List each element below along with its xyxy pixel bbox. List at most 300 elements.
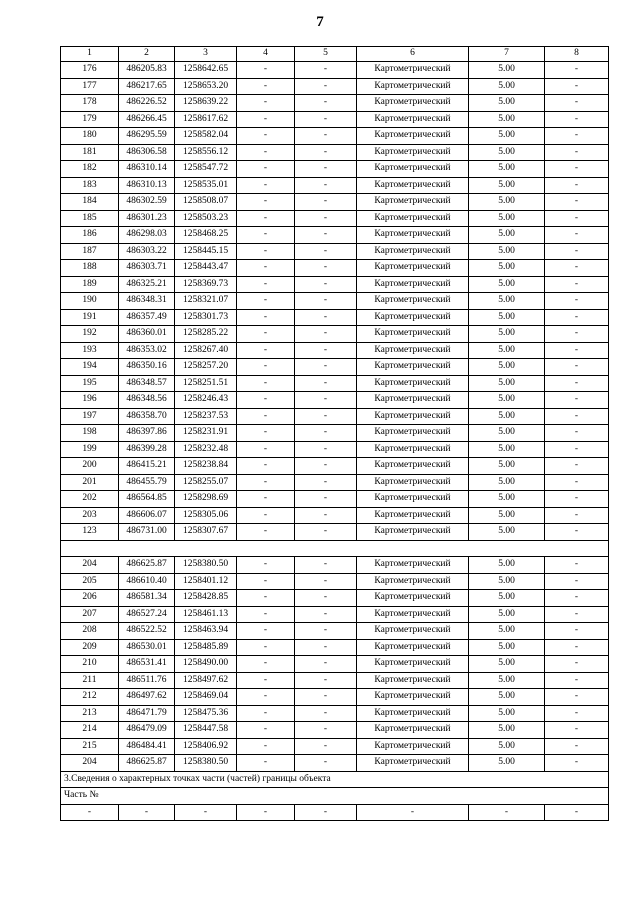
table-cell: 1258285.22 — [175, 326, 237, 343]
table-cell: 178 — [61, 95, 119, 112]
table-cell: 200 — [61, 458, 119, 475]
table-row — [61, 359, 609, 376]
table-cell: 1258447.58 — [175, 722, 237, 739]
table-cell: 184 — [61, 194, 119, 211]
table-cell: - — [237, 194, 295, 211]
table-cell: - — [237, 474, 295, 491]
table-row — [61, 111, 609, 128]
table-cell: Картометрический — [357, 111, 469, 128]
table-cell: 1258547.72 — [175, 161, 237, 178]
table-cell: 177 — [61, 78, 119, 95]
table-cell: 486303.71 — [119, 260, 175, 277]
table-cell: 201 — [61, 474, 119, 491]
table-cell: 5.00 — [469, 95, 545, 112]
table-cell: 5.00 — [469, 260, 545, 277]
table-cell: 486348.56 — [119, 392, 175, 409]
part-label: Часть № — [61, 788, 609, 805]
table-cell: - — [295, 359, 357, 376]
table-row — [61, 573, 609, 590]
table-row — [61, 276, 609, 293]
table-row — [61, 375, 609, 392]
table-cell: - — [545, 722, 609, 739]
table-cell: Картометрический — [357, 755, 469, 772]
table-row — [61, 441, 609, 458]
table-cell: 202 — [61, 491, 119, 508]
table-cell: - — [295, 210, 357, 227]
table-cell: 1258255.07 — [175, 474, 237, 491]
table-cell: 486217.65 — [119, 78, 175, 95]
table-cell: 5.00 — [469, 524, 545, 541]
table-cell: 5.00 — [469, 705, 545, 722]
table-cell: 486325.21 — [119, 276, 175, 293]
table-cell: 1258463.94 — [175, 623, 237, 640]
table-cell: - — [295, 705, 357, 722]
table-cell: 192 — [61, 326, 119, 343]
table-cell: - — [237, 144, 295, 161]
table-cell: - — [237, 705, 295, 722]
table-cell: 5.00 — [469, 458, 545, 475]
table-cell: 5.00 — [469, 507, 545, 524]
table-cell: 5.00 — [469, 425, 545, 442]
table-cell: - — [119, 804, 175, 821]
table-cell: 1258428.85 — [175, 590, 237, 607]
table-row — [61, 590, 609, 607]
table-cell: 206 — [61, 590, 119, 607]
table-cell: 1258307.67 — [175, 524, 237, 541]
table-cell: - — [295, 524, 357, 541]
table-cell: - — [295, 161, 357, 178]
table-cell: 189 — [61, 276, 119, 293]
table-cell: - — [545, 227, 609, 244]
table-row — [61, 342, 609, 359]
table-cell: - — [237, 210, 295, 227]
table-cell: - — [295, 639, 357, 656]
table-header-row — [61, 47, 609, 62]
table-cell: Картометрический — [357, 260, 469, 277]
table-cell: 486301.23 — [119, 210, 175, 227]
table-cell: - — [237, 738, 295, 755]
table-cell: 486511.76 — [119, 672, 175, 689]
table-cell: - — [545, 672, 609, 689]
table-cell: - — [237, 557, 295, 574]
table-cell: 1258238.84 — [175, 458, 237, 475]
table-row — [61, 606, 609, 623]
table-row — [61, 458, 609, 475]
table-cell: 5.00 — [469, 590, 545, 607]
table-cell: Картометрический — [357, 359, 469, 376]
table-row — [61, 689, 609, 706]
table-cell: 194 — [61, 359, 119, 376]
table-cell: - — [295, 62, 357, 79]
table-cell: 1258231.91 — [175, 425, 237, 442]
table-cell: Картометрический — [357, 705, 469, 722]
table-cell: 486581.34 — [119, 590, 175, 607]
table-cell: 1258508.07 — [175, 194, 237, 211]
table-cell: 486348.31 — [119, 293, 175, 310]
table-row — [61, 474, 609, 491]
table-row — [61, 62, 609, 79]
table-cell: - — [545, 804, 609, 821]
table-cell: - — [237, 755, 295, 772]
table-cell: 1258305.06 — [175, 507, 237, 524]
table-cell: 486471.79 — [119, 705, 175, 722]
table-cell: 1258380.50 — [175, 557, 237, 574]
table-cell: 5.00 — [469, 573, 545, 590]
table-cell: Картометрический — [357, 243, 469, 260]
table-cell: - — [545, 375, 609, 392]
table-cell: 214 — [61, 722, 119, 739]
table-cell: - — [545, 738, 609, 755]
table-row — [61, 524, 609, 541]
table-cell: 5.00 — [469, 78, 545, 95]
table-cell: 195 — [61, 375, 119, 392]
table-cell: - — [237, 359, 295, 376]
table-cell: - — [545, 144, 609, 161]
table-cell: Картометрический — [357, 507, 469, 524]
table-cell: 215 — [61, 738, 119, 755]
table-cell: - — [295, 804, 357, 821]
table-cell: 1258582.04 — [175, 128, 237, 145]
table-cell: - — [295, 111, 357, 128]
table-cell: 5.00 — [469, 689, 545, 706]
table-spacer-row — [61, 540, 609, 557]
table-cell: Картометрический — [357, 128, 469, 145]
table-cell: 179 — [61, 111, 119, 128]
table-cell: 1258401.12 — [175, 573, 237, 590]
page-number: 7 — [316, 14, 324, 30]
table-cell: 211 — [61, 672, 119, 689]
table-cell: - — [295, 309, 357, 326]
table-cell: 486606.07 — [119, 507, 175, 524]
table-cell: Картометрический — [357, 144, 469, 161]
table-cell: 5.00 — [469, 293, 545, 310]
table-cell: - — [295, 458, 357, 475]
table-cell: 1258298.69 — [175, 491, 237, 508]
table-row — [61, 507, 609, 524]
table-cell: 5.00 — [469, 309, 545, 326]
table-cell: - — [237, 590, 295, 607]
table-cell: 199 — [61, 441, 119, 458]
table-cell: - — [545, 623, 609, 640]
table-cell: - — [237, 177, 295, 194]
table-cell: Картометрический — [357, 342, 469, 359]
table-cell: - — [295, 689, 357, 706]
section-title: 3.Сведения о характерных точках части (частей) границы объекта — [61, 771, 609, 788]
table-cell: - — [545, 260, 609, 277]
table-cell: 5.00 — [469, 392, 545, 409]
table-cell: 5.00 — [469, 243, 545, 260]
table-cell: 486399.28 — [119, 441, 175, 458]
table-cell: 486497.62 — [119, 689, 175, 706]
table-cell: Картометрический — [357, 738, 469, 755]
table-row — [61, 326, 609, 343]
table-cell: 204 — [61, 557, 119, 574]
table-cell: 5.00 — [469, 672, 545, 689]
table-cell: - — [237, 689, 295, 706]
table-row — [61, 128, 609, 145]
table-cell: 5.00 — [469, 359, 545, 376]
table-cell: 5.00 — [469, 656, 545, 673]
table-cell: - — [237, 507, 295, 524]
table-cell: 212 — [61, 689, 119, 706]
table-cell: 5.00 — [469, 606, 545, 623]
table-cell: Картометрический — [357, 408, 469, 425]
table-cell: - — [545, 210, 609, 227]
table-cell: 486527.24 — [119, 606, 175, 623]
table-cell: 182 — [61, 161, 119, 178]
table-cell: 486522.52 — [119, 623, 175, 640]
table-cell: 6 — [357, 47, 469, 62]
table-cell: 183 — [61, 177, 119, 194]
table-cell: - — [295, 755, 357, 772]
table-cell: - — [237, 111, 295, 128]
table-cell: Картометрический — [357, 590, 469, 607]
table-cell: 1258237.53 — [175, 408, 237, 425]
table-row — [61, 161, 609, 178]
table-cell: 203 — [61, 507, 119, 524]
table-cell: - — [545, 392, 609, 409]
table-cell: 5.00 — [469, 408, 545, 425]
table-cell: - — [545, 309, 609, 326]
table-cell: 486266.45 — [119, 111, 175, 128]
table-cell: Картометрический — [357, 392, 469, 409]
table-cell: - — [295, 95, 357, 112]
table-cell: - — [545, 276, 609, 293]
table-cell: - — [545, 243, 609, 260]
table-cell: 210 — [61, 656, 119, 673]
table-cell: - — [61, 804, 119, 821]
table-cell: - — [237, 804, 295, 821]
table-cell: - — [295, 408, 357, 425]
table-cell: 486357.49 — [119, 309, 175, 326]
table-cell: 486353.02 — [119, 342, 175, 359]
table-cell: 486303.22 — [119, 243, 175, 260]
table-cell: - — [175, 804, 237, 821]
table-cell: - — [545, 441, 609, 458]
table-cell: 486484.41 — [119, 738, 175, 755]
table-cell: 5.00 — [469, 111, 545, 128]
table-cell: - — [469, 804, 545, 821]
table-cell: 486415.21 — [119, 458, 175, 475]
table-cell: 1258490.00 — [175, 656, 237, 673]
table-cell: 209 — [61, 639, 119, 656]
table-cell: - — [545, 78, 609, 95]
table-row — [61, 722, 609, 739]
table-cell: Картометрический — [357, 557, 469, 574]
table-cell: - — [545, 474, 609, 491]
table-cell: - — [545, 458, 609, 475]
table-row — [61, 491, 609, 508]
table-cell: - — [545, 755, 609, 772]
table-cell: - — [545, 606, 609, 623]
table-cell: - — [295, 474, 357, 491]
table-cell: - — [237, 62, 295, 79]
table-cell: - — [237, 161, 295, 178]
table-cell: 5 — [295, 47, 357, 62]
table-cell: Картометрический — [357, 78, 469, 95]
table-cell: - — [545, 95, 609, 112]
table-cell: - — [295, 507, 357, 524]
table-cell: 1258232.48 — [175, 441, 237, 458]
table-cell: - — [545, 128, 609, 145]
table-cell: - — [295, 260, 357, 277]
table-cell: 7 — [469, 47, 545, 62]
table-cell: - — [295, 342, 357, 359]
table-cell: 2 — [119, 47, 175, 62]
table-cell: 198 — [61, 425, 119, 442]
table-cell: - — [295, 606, 357, 623]
table-row — [61, 623, 609, 640]
table-cell: Картометрический — [357, 639, 469, 656]
table-cell: - — [295, 276, 357, 293]
table-cell: 1258443.47 — [175, 260, 237, 277]
table-cell: Картометрический — [357, 672, 469, 689]
table-row — [61, 95, 609, 112]
table-cell: 1258251.51 — [175, 375, 237, 392]
table-cell: - — [237, 425, 295, 442]
table-cell: - — [295, 573, 357, 590]
table-row — [61, 804, 609, 821]
table-row — [61, 557, 609, 574]
table-cell: 1258485.89 — [175, 639, 237, 656]
table-cell: - — [237, 95, 295, 112]
table-cell: - — [545, 639, 609, 656]
table-cell: 486306.58 — [119, 144, 175, 161]
table-cell: Картометрический — [357, 276, 469, 293]
table-cell: 8 — [545, 47, 609, 62]
table-cell: 5.00 — [469, 128, 545, 145]
table-cell: Картометрический — [357, 458, 469, 475]
table-cell: 205 — [61, 573, 119, 590]
table-cell: - — [545, 557, 609, 574]
table-cell: 1258301.73 — [175, 309, 237, 326]
table-cell: - — [295, 144, 357, 161]
table-cell: - — [545, 705, 609, 722]
table-cell: 486731.00 — [119, 524, 175, 541]
table-cell: 5.00 — [469, 755, 545, 772]
table-cell: - — [237, 276, 295, 293]
table-cell: 1258642.65 — [175, 62, 237, 79]
table-cell: 191 — [61, 309, 119, 326]
table-cell: Картометрический — [357, 177, 469, 194]
table-cell: - — [237, 392, 295, 409]
table-cell: Картометрический — [357, 656, 469, 673]
table-cell: 5.00 — [469, 326, 545, 343]
table-cell: 196 — [61, 392, 119, 409]
table-row — [61, 656, 609, 673]
table-cell: 1258556.12 — [175, 144, 237, 161]
table-cell: Картометрический — [357, 326, 469, 343]
table-cell: Картометрический — [357, 309, 469, 326]
table-cell: 5.00 — [469, 144, 545, 161]
table-cell: Картометрический — [357, 375, 469, 392]
table-cell: 486397.86 — [119, 425, 175, 442]
table-cell: 1258380.50 — [175, 755, 237, 772]
table-cell: 486455.79 — [119, 474, 175, 491]
table-cell: 5.00 — [469, 722, 545, 739]
table-cell: - — [237, 524, 295, 541]
table-row — [61, 639, 609, 656]
table-cell: 3 — [175, 47, 237, 62]
table-cell: Картометрический — [357, 474, 469, 491]
table-row — [61, 227, 609, 244]
table-cell: 5.00 — [469, 375, 545, 392]
table-cell: 5.00 — [469, 62, 545, 79]
table-cell: - — [237, 441, 295, 458]
table-cell: - — [237, 375, 295, 392]
table-cell: 5.00 — [469, 557, 545, 574]
table-cell: Картометрический — [357, 425, 469, 442]
table-cell: - — [295, 243, 357, 260]
table-cell: 486564.85 — [119, 491, 175, 508]
table-row — [61, 293, 609, 310]
table-cell: 5.00 — [469, 474, 545, 491]
table-cell: 5.00 — [469, 623, 545, 640]
table-cell: - — [295, 557, 357, 574]
table-cell: 5.00 — [469, 441, 545, 458]
table-cell: 1258257.20 — [175, 359, 237, 376]
table-cell: - — [545, 326, 609, 343]
table-row — [61, 309, 609, 326]
table-cell: - — [545, 342, 609, 359]
table-cell: - — [237, 491, 295, 508]
table-cell: 5.00 — [469, 342, 545, 359]
table-cell: - — [237, 260, 295, 277]
table-cell: - — [237, 227, 295, 244]
table-cell: 1258497.62 — [175, 672, 237, 689]
table-cell: - — [295, 227, 357, 244]
table-cell: Картометрический — [357, 293, 469, 310]
table-cell: 186 — [61, 227, 119, 244]
table-cell: 5.00 — [469, 177, 545, 194]
table-cell: Картометрический — [357, 62, 469, 79]
table-cell: - — [237, 309, 295, 326]
table-row — [61, 78, 609, 95]
table-row — [61, 672, 609, 689]
table-cell: 1258617.62 — [175, 111, 237, 128]
table-cell: 1258503.23 — [175, 210, 237, 227]
table-body — [61, 47, 609, 821]
table-cell: - — [295, 491, 357, 508]
table-row — [61, 408, 609, 425]
table-cell: 486295.59 — [119, 128, 175, 145]
table-cell: 1258321.07 — [175, 293, 237, 310]
table-cell: - — [295, 656, 357, 673]
table-row — [61, 177, 609, 194]
table-row — [61, 755, 609, 772]
table-cell: 5.00 — [469, 161, 545, 178]
table-cell: 486625.87 — [119, 755, 175, 772]
table-cell: - — [295, 375, 357, 392]
table-cell: - — [545, 524, 609, 541]
table-cell: 185 — [61, 210, 119, 227]
table-cell: - — [295, 672, 357, 689]
table-cell: Картометрический — [357, 161, 469, 178]
table-cell: 193 — [61, 342, 119, 359]
table-row — [61, 705, 609, 722]
table-cell: - — [237, 326, 295, 343]
table-cell: Картометрический — [357, 722, 469, 739]
table-cell: - — [237, 342, 295, 359]
table-row — [61, 392, 609, 409]
table-cell: 1258639.22 — [175, 95, 237, 112]
table-cell: - — [237, 293, 295, 310]
table-cell: 1258535.01 — [175, 177, 237, 194]
table-cell: - — [295, 425, 357, 442]
table-cell: - — [295, 326, 357, 343]
table-cell: 213 — [61, 705, 119, 722]
coordinates-table — [60, 46, 609, 821]
